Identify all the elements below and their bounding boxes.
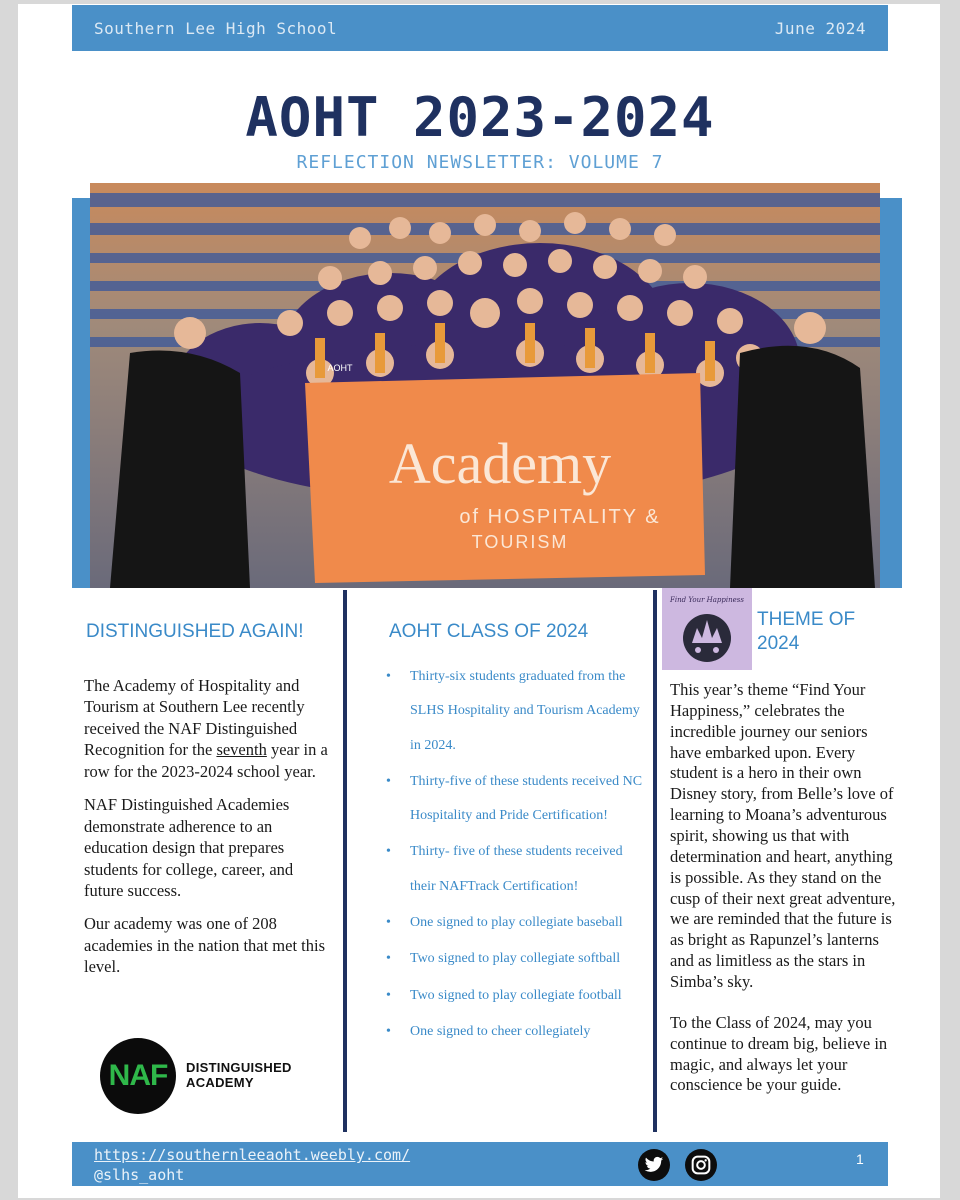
- p1-text-start: The Academy of Hospitality and Tourism at Southern Lee recently received the NAF Distinguished Recognition for the: [84, 676, 305, 760]
- theme-paragraph-2: To the Class of 2024, may you continue to dream big, believe in magic, and always let your conscience be your guide.: [670, 1012, 888, 1095]
- banner-title: Academy: [388, 431, 612, 496]
- list-item: • One signed to play collegiate baseball: [384, 906, 650, 940]
- theme-body: [670, 680, 902, 1108]
- naf-logo: [100, 1036, 310, 1116]
- list-item: • Thirty-six students graduated from the SLHS Hospitality and Tourism Academy in 2024.: [384, 660, 650, 763]
- column-divider-1: [343, 590, 347, 1132]
- page-title: AOHT 2023-2024: [245, 86, 715, 149]
- distinguished-paragraph-2: NAF Distinguished Academies demonstrate adherence to an education design that prepares students for college, career, and future success.: [84, 795, 294, 900]
- naf-logo-line-2: ACADEMY: [186, 1075, 254, 1090]
- page-subtitle: REFLECTION NEWSLETTER: VOLUME 7: [296, 152, 664, 173]
- p1-text-end: year in a row for the 2023-2024 school year.: [84, 740, 328, 781]
- class-photo: [90, 183, 880, 588]
- website-link[interactable]: https://southernleeaoht.weebly.com/: [94, 1146, 411, 1164]
- theme-paragraph-1: This year’s theme “Find Your Happiness,” celebrates the incredible journey our seniors have embarked upon. Every student is a hero in their own Disney story, from Belle’s love of learning to Moana’s adventurous spirit, showing us that with determination and heart, anything is possible. As they stand on the cusp of their next great adventure, we are reminded that the future is as bright as Rapunzel’s lanterns and as limitless as the stars in Simba’s sky.: [670, 680, 896, 992]
- theme-heading-line-2: 2024: [757, 632, 800, 654]
- stole-text: AOHT: [327, 363, 353, 373]
- issue-date: June 2024: [774, 18, 866, 38]
- twitter-icon[interactable]: [638, 1149, 670, 1181]
- column-divider-2: [653, 590, 657, 1132]
- distinguished-paragraph-1: [84, 675, 334, 782]
- naf-logo-line-1: DISTINGUISHED: [186, 1060, 292, 1076]
- instagram-icon[interactable]: [685, 1149, 717, 1181]
- banner-subtitle: of HOSPITALITY &: [459, 506, 661, 528]
- distinguished-body: [84, 675, 334, 990]
- list-item: • Thirty-five of these students received NC Hospitality and Pride Certification!: [384, 765, 650, 834]
- page-number: 1: [856, 1151, 864, 1167]
- theme-heading: [757, 608, 855, 656]
- banner-tourism: TOURISM: [471, 532, 569, 552]
- social-handle: @slhs_aoht: [94, 1166, 185, 1184]
- theme-image: [662, 588, 752, 670]
- class-heading: AOHT CLASS OF 2024: [389, 621, 589, 642]
- school-name: Southern Lee High School: [94, 18, 338, 38]
- distinguished-paragraph-3: Our academy was one of 208 academies in the nation that met this level.: [84, 914, 326, 977]
- naf-logo-text: [186, 1061, 292, 1091]
- distinguished-heading: DISTINGUISHED AGAIN!: [86, 621, 304, 642]
- list-item: • Two signed to play collegiate softball: [384, 942, 650, 976]
- theme-image-text: Find Your Happiness: [670, 596, 744, 604]
- list-item: • Thirty- five of these students received their NAFTrack Certification!: [384, 835, 650, 904]
- list-item: • One signed to cheer collegiately: [384, 1015, 650, 1049]
- naf-logo-mark: NAF: [100, 1038, 176, 1114]
- p1-underline: seventh: [216, 740, 267, 760]
- header-bar: [72, 5, 888, 51]
- list-item: • Two signed to play collegiate football: [384, 979, 650, 1013]
- theme-heading-line-1: THEME OF: [757, 609, 856, 630]
- class-bullet-list: [384, 660, 650, 1051]
